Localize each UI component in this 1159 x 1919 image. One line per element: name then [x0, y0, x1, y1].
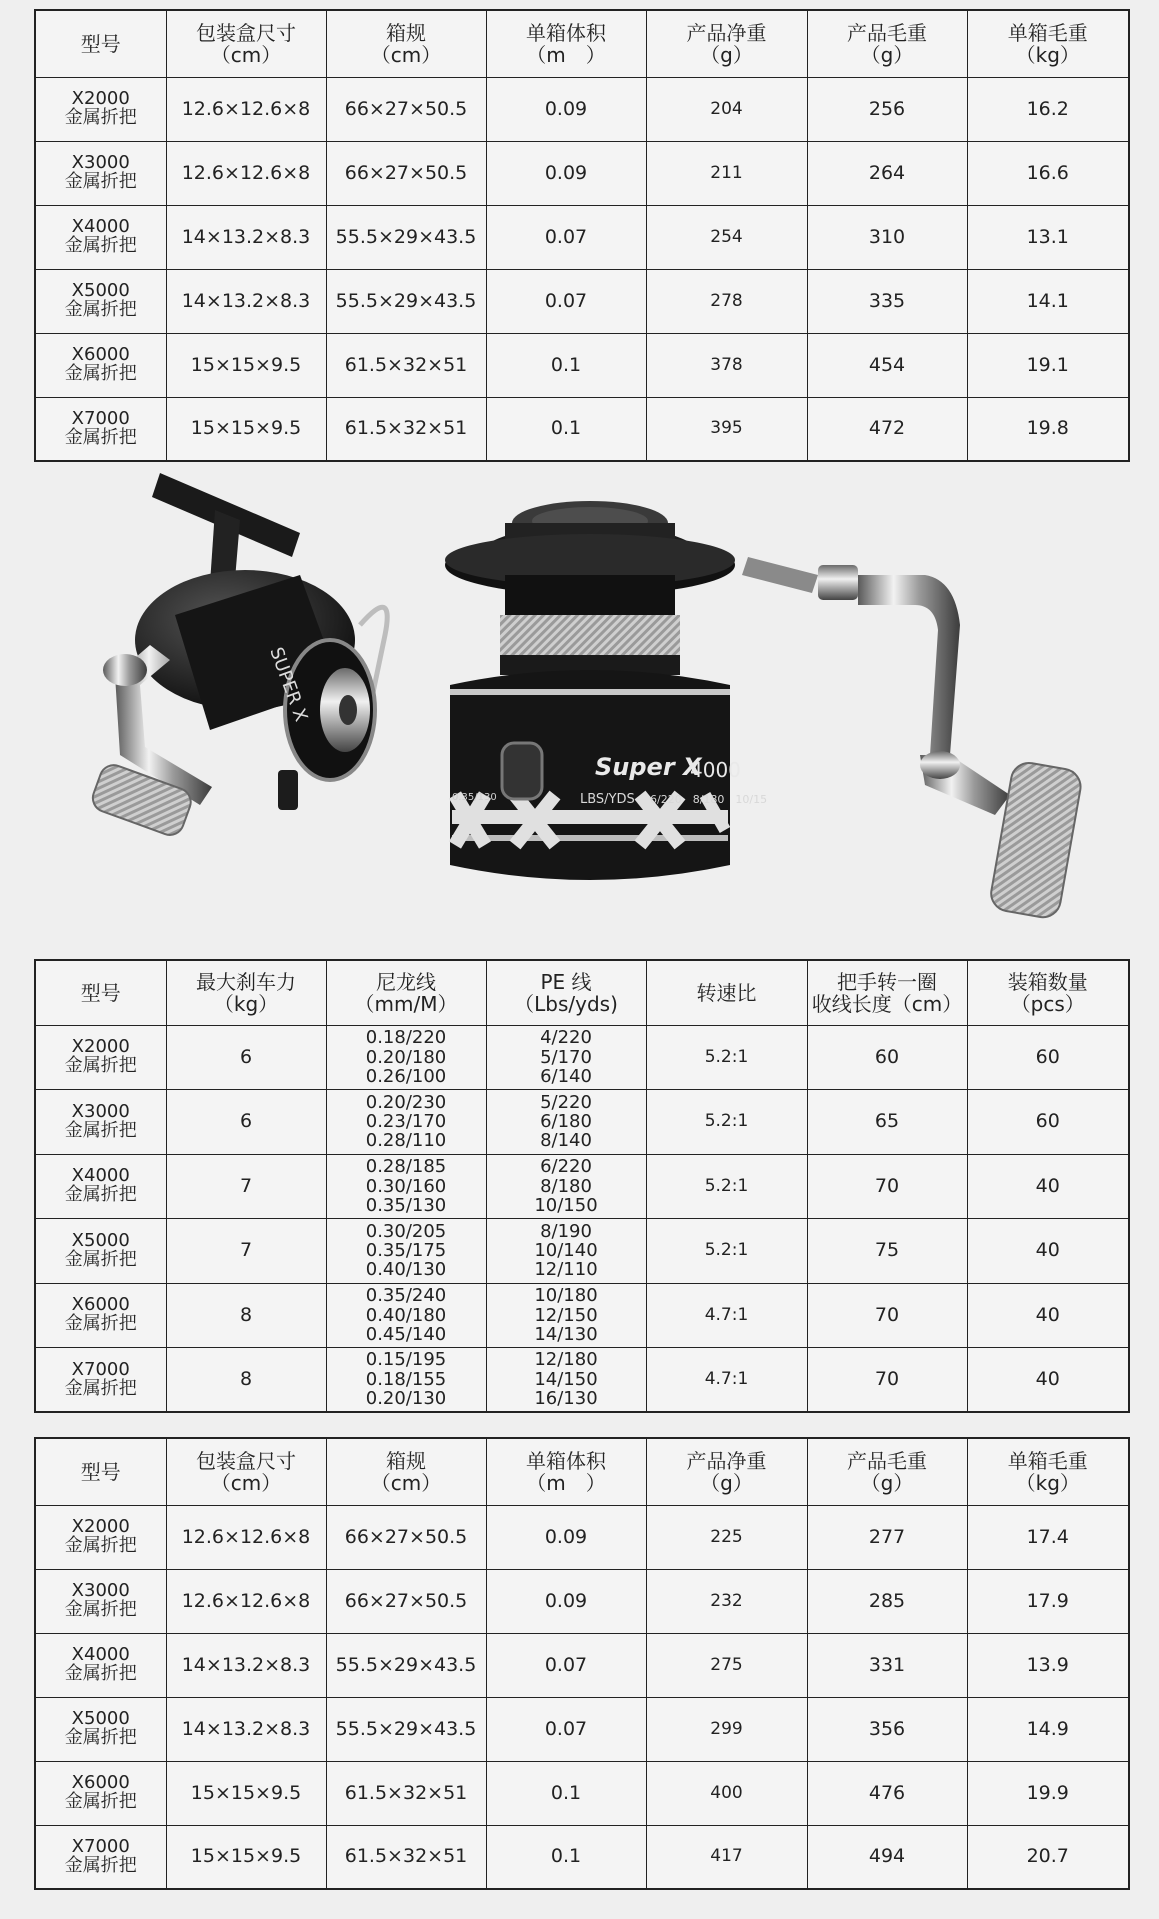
cell-model: X4000 金属折把: [35, 1154, 166, 1219]
header-box-size: 包装盒尺寸 （cm）: [166, 10, 326, 77]
cell-nylon-line: 0.15/195 0.18/155 0.20/130: [326, 1348, 486, 1413]
cell-case-weight: 17.4: [967, 1505, 1129, 1569]
cell-gross-weight: 256: [807, 77, 967, 141]
table-row: [35, 1569, 1129, 1633]
header-gross-weight: 产品毛重 （g）: [807, 1438, 967, 1505]
table-row: [35, 1154, 1129, 1219]
header-net-weight: 产品净重 （g）: [646, 1438, 807, 1505]
performance-spec-table: [34, 959, 1130, 1413]
cell-gear-ratio: 5.2:1: [646, 1090, 807, 1155]
cell-box-size: 12.6×12.6×8: [166, 1505, 326, 1569]
cell-gear-ratio: 5.2:1: [646, 1154, 807, 1219]
cell-volume: 0.1: [486, 1761, 646, 1825]
cell-case-weight: 19.8: [967, 397, 1129, 461]
table-row: [35, 1505, 1129, 1569]
table-row: [35, 141, 1129, 205]
cell-box-size: 14×13.2×8.3: [166, 205, 326, 269]
cell-model: X2000 金属折把: [35, 1505, 166, 1569]
cell-max-drag: 8: [166, 1348, 326, 1413]
cell-volume: 0.1: [486, 1825, 646, 1889]
table-row: [35, 333, 1129, 397]
cell-box-size: 15×15×9.5: [166, 1825, 326, 1889]
spool-side-spec-text: 0.35/130: [452, 792, 497, 803]
cell-volume: 0.09: [486, 77, 646, 141]
header-carton-size: 箱规 （cm）: [326, 10, 486, 77]
table-row: [35, 1025, 1129, 1090]
spool-specs-text: 6/220 8/180 10/15: [650, 793, 768, 806]
cell-gross-weight: 472: [807, 397, 967, 461]
cell-retrieve-length: 65: [807, 1090, 967, 1155]
table-row: [35, 1697, 1129, 1761]
cell-model: X5000 金属折把: [35, 269, 166, 333]
header-case-weight: 单箱毛重 （kg）: [967, 10, 1129, 77]
cell-volume: 0.09: [486, 1505, 646, 1569]
cell-case-weight: 17.9: [967, 1569, 1129, 1633]
cell-max-drag: 6: [166, 1025, 326, 1090]
cell-net-weight: 254: [646, 205, 807, 269]
cell-box-size: 14×13.2×8.3: [166, 1633, 326, 1697]
table-row: [35, 1090, 1129, 1155]
cell-net-weight: 211: [646, 141, 807, 205]
table-row: [35, 1761, 1129, 1825]
cell-max-drag: 8: [166, 1283, 326, 1348]
cell-gross-weight: 356: [807, 1697, 967, 1761]
packaging-spec-table-2: [34, 1437, 1130, 1890]
cell-pe-line: 5/220 6/180 8/140: [486, 1090, 646, 1155]
cell-model: X6000 金属折把: [35, 1283, 166, 1348]
header-gear-ratio: 转速比: [646, 960, 807, 1025]
cell-volume: 0.07: [486, 205, 646, 269]
cell-case-weight: 16.6: [967, 141, 1129, 205]
cell-nylon-line: 0.30/205 0.35/175 0.40/130: [326, 1219, 486, 1284]
cell-model: X4000 金属折把: [35, 1633, 166, 1697]
cell-volume: 0.09: [486, 1569, 646, 1633]
svg-text:SUPER X: SUPER X: [265, 644, 312, 725]
cell-model: X7000 金属折把: [35, 1825, 166, 1889]
spool-brand-text: Super X: [595, 753, 702, 781]
header-model: 型号: [35, 960, 166, 1025]
cell-box-size: 14×13.2×8.3: [166, 1697, 326, 1761]
cell-carton-size: 61.5×32×51: [326, 397, 486, 461]
header-carton-size: 箱规 （cm）: [326, 1438, 486, 1505]
cell-carton-size: 55.5×29×43.5: [326, 1697, 486, 1761]
cell-nylon-line: 0.35/240 0.40/180 0.45/140: [326, 1283, 486, 1348]
packaging-spec-table-1: [34, 9, 1130, 462]
cell-pe-line: 4/220 5/170 6/140: [486, 1025, 646, 1090]
cell-volume: 0.1: [486, 397, 646, 461]
spinning-reel-image: [89, 473, 387, 839]
cell-carton-qty: 40: [967, 1283, 1129, 1348]
cell-carton-size: 55.5×29×43.5: [326, 1633, 486, 1697]
cell-carton-qty: 60: [967, 1090, 1129, 1155]
cell-net-weight: 232: [646, 1569, 807, 1633]
cell-gross-weight: 454: [807, 333, 967, 397]
cell-volume: 0.09: [486, 141, 646, 205]
cell-gross-weight: 285: [807, 1569, 967, 1633]
folding-handle-image: [742, 557, 1083, 920]
table-row: [35, 1219, 1129, 1284]
cell-model: X3000 金属折把: [35, 141, 166, 205]
cell-volume: 0.07: [486, 269, 646, 333]
cell-case-weight: 19.9: [967, 1761, 1129, 1825]
cell-retrieve-length: 60: [807, 1025, 967, 1090]
cell-retrieve-length: 75: [807, 1219, 967, 1284]
cell-carton-size: 61.5×32×51: [326, 1761, 486, 1825]
cell-box-size: 15×15×9.5: [166, 1761, 326, 1825]
header-net-weight: 产品净重 （g）: [646, 10, 807, 77]
cell-case-weight: 13.9: [967, 1633, 1129, 1697]
cell-net-weight: 299: [646, 1697, 807, 1761]
cell-model: X3000 金属折把: [35, 1090, 166, 1155]
cell-model: X6000 金属折把: [35, 333, 166, 397]
cell-case-weight: 20.7: [967, 1825, 1129, 1889]
cell-net-weight: 395: [646, 397, 807, 461]
cell-carton-size: 66×27×50.5: [326, 1505, 486, 1569]
cell-net-weight: 378: [646, 333, 807, 397]
cell-gear-ratio: 5.2:1: [646, 1219, 807, 1284]
cell-volume: 0.07: [486, 1633, 646, 1697]
cell-carton-size: 61.5×32×51: [326, 1825, 486, 1889]
cell-model: X6000 金属折把: [35, 1761, 166, 1825]
header-gross-weight: 产品毛重 （g）: [807, 10, 967, 77]
cell-pe-line: 6/220 8/180 10/150: [486, 1154, 646, 1219]
cell-max-drag: 7: [166, 1154, 326, 1219]
cell-retrieve-length: 70: [807, 1154, 967, 1219]
cell-gross-weight: 331: [807, 1633, 967, 1697]
cell-nylon-line: 0.18/220 0.20/180 0.26/100: [326, 1025, 486, 1090]
cell-max-drag: 7: [166, 1219, 326, 1284]
table-row: [35, 397, 1129, 461]
table-row: [35, 77, 1129, 141]
cell-box-size: 15×15×9.5: [166, 333, 326, 397]
header-max-drag: 最大刹车力 （kg）: [166, 960, 326, 1025]
cell-carton-qty: 60: [967, 1025, 1129, 1090]
cell-nylon-line: 0.28/185 0.30/160 0.35/130: [326, 1154, 486, 1219]
header-model: 型号: [35, 1438, 166, 1505]
cell-gross-weight: 310: [807, 205, 967, 269]
table-row: [35, 1283, 1129, 1348]
cell-model: X2000 金属折把: [35, 1025, 166, 1090]
table-row: [35, 1633, 1129, 1697]
table-header-row: [35, 960, 1129, 1025]
cell-gear-ratio: 4.7:1: [646, 1283, 807, 1348]
header-volume: 单箱体积 （m ）: [486, 10, 646, 77]
cell-model: X2000 金属折把: [35, 77, 166, 141]
cell-pe-line: 8/190 10/140 12/110: [486, 1219, 646, 1284]
cell-net-weight: 278: [646, 269, 807, 333]
table-row: [35, 1825, 1129, 1889]
cell-case-weight: 13.1: [967, 205, 1129, 269]
cell-case-weight: 14.1: [967, 269, 1129, 333]
header-box-size: 包装盒尺寸 （cm）: [166, 1438, 326, 1505]
cell-carton-size: 66×27×50.5: [326, 1569, 486, 1633]
header-nylon-line: 尼龙线 （mm/M）: [326, 960, 486, 1025]
cell-volume: 0.1: [486, 333, 646, 397]
cell-model: X7000 金属折把: [35, 397, 166, 461]
cell-carton-size: 55.5×29×43.5: [326, 269, 486, 333]
cell-box-size: 14×13.2×8.3: [166, 269, 326, 333]
cell-case-weight: 19.1: [967, 333, 1129, 397]
cell-gross-weight: 277: [807, 1505, 967, 1569]
cell-gear-ratio: 5.2:1: [646, 1025, 807, 1090]
header-retrieve-length: 把手转一圈 收线长度（cm）: [807, 960, 967, 1025]
header-model: 型号: [35, 10, 166, 77]
cell-pe-line: 10/180 12/150 14/130: [486, 1283, 646, 1348]
cell-retrieve-length: 70: [807, 1283, 967, 1348]
cell-gross-weight: 476: [807, 1761, 967, 1825]
cell-box-size: 12.6×12.6×8: [166, 77, 326, 141]
cell-volume: 0.07: [486, 1697, 646, 1761]
cell-carton-qty: 40: [967, 1219, 1129, 1284]
header-pe-line: PE 线 （Lbs/yds): [486, 960, 646, 1025]
table-row: [35, 1348, 1129, 1413]
table-row: [35, 205, 1129, 269]
spool-label-text: LBS/YDS: [580, 792, 635, 807]
cell-net-weight: 204: [646, 77, 807, 141]
cell-model: X5000 金属折把: [35, 1697, 166, 1761]
cell-net-weight: 417: [646, 1825, 807, 1889]
cell-carton-size: 66×27×50.5: [326, 77, 486, 141]
cell-nylon-line: 0.20/230 0.23/170 0.28/110: [326, 1090, 486, 1155]
cell-case-weight: 14.9: [967, 1697, 1129, 1761]
header-volume: 单箱体积 （m ）: [486, 1438, 646, 1505]
header-carton-qty: 装箱数量 （pcs）: [967, 960, 1129, 1025]
spool-image: [445, 501, 767, 880]
cell-carton-size: 55.5×29×43.5: [326, 205, 486, 269]
cell-max-drag: 6: [166, 1090, 326, 1155]
cell-pe-line: 12/180 14/150 16/130: [486, 1348, 646, 1413]
product-photos: [0, 465, 1159, 945]
header-case-weight: 单箱毛重 （kg）: [967, 1438, 1129, 1505]
cell-gross-weight: 264: [807, 141, 967, 205]
spool-size-text: 4000: [690, 758, 741, 782]
cell-model: X7000 金属折把: [35, 1348, 166, 1413]
cell-retrieve-length: 70: [807, 1348, 967, 1413]
table-row: [35, 269, 1129, 333]
cell-model: X4000 金属折把: [35, 205, 166, 269]
cell-carton-qty: 40: [967, 1348, 1129, 1413]
cell-net-weight: 275: [646, 1633, 807, 1697]
cell-net-weight: 400: [646, 1761, 807, 1825]
cell-gear-ratio: 4.7:1: [646, 1348, 807, 1413]
cell-carton-qty: 40: [967, 1154, 1129, 1219]
cell-model: X3000 金属折把: [35, 1569, 166, 1633]
cell-carton-size: 66×27×50.5: [326, 141, 486, 205]
cell-box-size: 12.6×12.6×8: [166, 141, 326, 205]
cell-model: X5000 金属折把: [35, 1219, 166, 1284]
cell-box-size: 12.6×12.6×8: [166, 1569, 326, 1633]
table-header-row: [35, 10, 1129, 77]
cell-net-weight: 225: [646, 1505, 807, 1569]
cell-case-weight: 16.2: [967, 77, 1129, 141]
cell-gross-weight: 335: [807, 269, 967, 333]
table-header-row: [35, 1438, 1129, 1505]
cell-box-size: 15×15×9.5: [166, 397, 326, 461]
cell-carton-size: 61.5×32×51: [326, 333, 486, 397]
cell-gross-weight: 494: [807, 1825, 967, 1889]
